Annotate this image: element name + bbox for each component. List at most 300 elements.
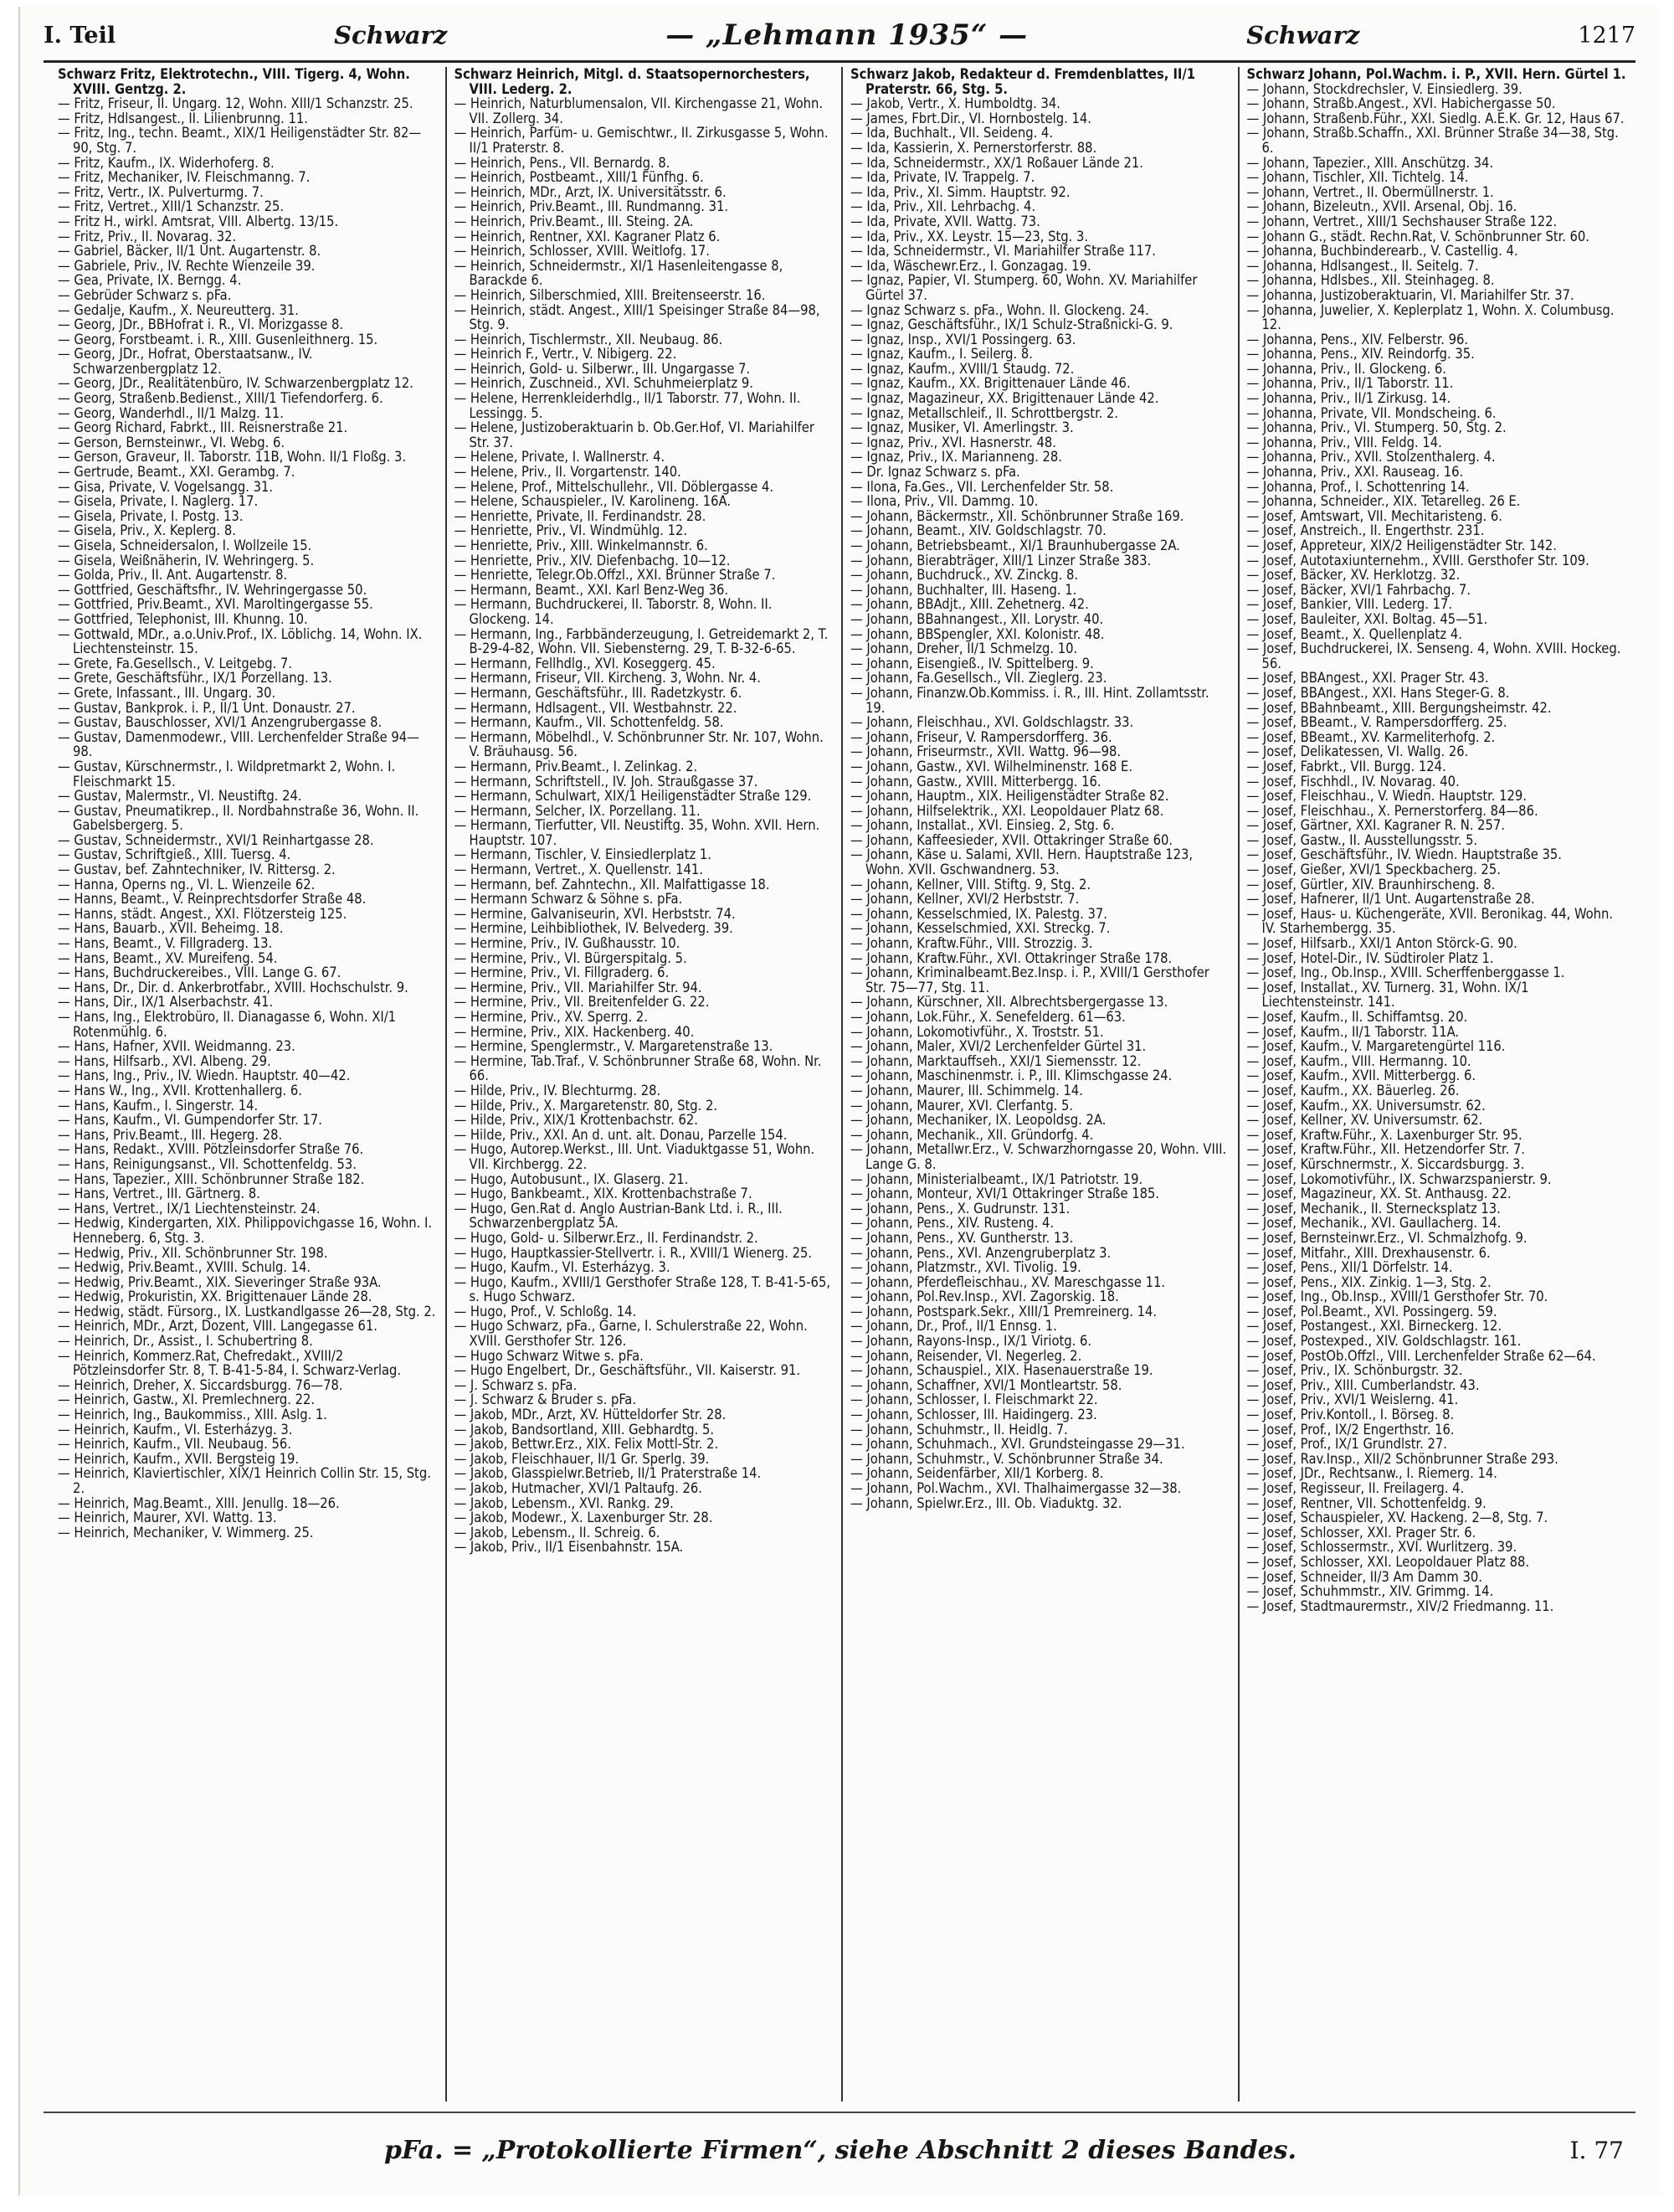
directory-entry: — Josef, Priv.Kontoll., I. Börseg. 8.: [1246, 1407, 1455, 1423]
directory-entry: — Johann, Gastw., XVIII. Mitterbergg. 16.: [850, 773, 1101, 790]
directory-entry: — Hermine, Tab.Traf., V. Schönbrunner Straße 68, Wohn. Nr. 66.: [454, 1052, 822, 1084]
directory-entry: — Josef, BBAngest., XXI. Hans Steger-G. 8.: [1246, 684, 1510, 701]
directory-entry: — Hugo, Hauptkassier-Stellvertr. i. R., XVIII/1 Wienerg. 25.: [454, 1244, 813, 1261]
directory-entry: — Josef, Mechanik., II. Sternecksplatz 13.: [1246, 1200, 1501, 1217]
directory-entry: — Josef, Postexped., XIV. Goldschlagstr. 161.: [1246, 1333, 1522, 1350]
directory-entry: — Johann, Käse u. Salami, XVII. Hern. Hauptstraße 123, Wohn. XVII. Gschwandnerg. 53.: [850, 846, 1194, 878]
directory-entry: — Josef, Kürschnermstr., X. Siccardsburgg. 3.: [1246, 1155, 1525, 1172]
directory-entry: — Hans, Vertret., IX/1 Liechtensteinstr. 24.: [58, 1200, 321, 1217]
directory-entry: — Josef, Rentner, VII. Schottenfeldg. 9.: [1246, 1494, 1487, 1511]
directory-entry: — Hermine, Priv., XIX. Hackenberg. 40.: [454, 1023, 695, 1040]
directory-entry: — Josef, Schlosser, XXI. Leopoldauer Platz 88.: [1246, 1553, 1530, 1570]
directory-entry: — Georg, JDr., Realitätenbüro, IV. Schwarzenbergplatz 12.: [58, 375, 413, 392]
directory-entry: — Josef, Pens., XII/1 Dörfelstr. 14.: [1246, 1259, 1453, 1276]
directory-entry: — Johann, Eisengieß., IV. Spittelberg. 9.: [850, 655, 1094, 671]
directory-entry: — Hermine, Spenglermstr., V. Margaretenstraße 13.: [454, 1038, 773, 1055]
directory-entry: — Jakob, Priv., II/1 Eisenbahnstr. 15A.: [454, 1539, 684, 1556]
directory-entry: — Johann, Schlosser, III. Haidingerg. 23.: [850, 1407, 1097, 1423]
directory-entry: — Hans, Bauarb., XVII. Beheimg. 18.: [58, 920, 284, 937]
directory-entry: — Heinrich, Schneidermstr., XI/1 Hasenleitengasse 8, Barackde 6.: [454, 257, 783, 289]
directory-entry: — Johann, Monteur, XVI/1 Ottakringer Straße 185.: [850, 1186, 1160, 1202]
directory-entry: — Josef, Bäcker, XV. Herklotzg. 32.: [1246, 567, 1461, 584]
directory-entry: — Johann, Metallwr.Erz., V. Schwarzhorngasse 20, Wohn. VIII. Lange G. 8.: [850, 1141, 1227, 1172]
directory-entry: — Hugo, Autorep.Werkst., III. Unt. Viaduktgasse 51, Wohn. VII. Kirchbergg. 22.: [454, 1141, 815, 1172]
directory-entry: — Heinrich, städt. Angest., XIII/1 Speisinger Straße 84—98, Stg. 9.: [454, 301, 820, 333]
directory-entry: — Hedwig, Priv.Beamt., XVIII. Schulg. 14.: [58, 1259, 311, 1276]
directory-page: [18, 7, 1661, 2195]
directory-entry: — James, Fbrt.Dir., VI. Hornbostelg. 14.: [850, 110, 1091, 126]
directory-entry: — Gisela, Private, I. Postg. 13.: [58, 507, 244, 524]
directory-entry: — Johann, Straßb.Angest., XVI. Habichergasse 50.: [1246, 95, 1556, 112]
directory-entry: — Gerson, Bernsteinwr., VI. Webg. 6.: [58, 434, 285, 450]
directory-entry: — Josef, Gießer, XVI/1 Speckbacherg. 25.: [1246, 862, 1501, 878]
directory-entry: — Johanna, Priv., II. Glockeng. 6.: [1246, 360, 1446, 377]
directory-entry: — Johann, Postspark.Sekr., XIII/1 Premreinerg. 14.: [850, 1303, 1158, 1319]
directory-entry: — Hermine, Priv., XV. Sperrg. 2.: [454, 1009, 648, 1025]
directory-entry: — Josef, Fischhdl., IV. Novarag. 40.: [1246, 773, 1460, 790]
directory-entry: — Hermann, Schulwart, XIX/1 Heiligenstädter Straße 129.: [454, 788, 812, 805]
directory-entry: — Jakob, Modewr., X. Laxenburger Str. 28.: [454, 1510, 713, 1526]
directory-entry: — Gottfried, Telephonist, III. Khunng. 10.: [58, 610, 308, 627]
directory-entry: — Hans, Redakt., XVIII. Pötzleinsdorfer Straße 76.: [58, 1141, 364, 1158]
directory-entry: — Josef, Appreteur, XIX/2 Heiligenstädter Str. 142.: [1246, 538, 1557, 553]
directory-entry: Schwarz Jakob, Redakteur d. Fremdenblattes, II/1 Praterstr. 66, Stg. 5.: [850, 67, 1196, 97]
directory-entry: — Johanna, Hdlsangest., II. Seitelg. 7.: [1246, 257, 1479, 274]
directory-entry: — Georg, Forstbeamt. i. R., XIII. Gusenleithnerg. 15.: [58, 331, 378, 347]
directory-entry: — Johann, Kaffeesieder, XVII. Ottakringer Straße 60.: [850, 831, 1173, 848]
directory-entry: — Ignaz, Metallschleif., II. Schrottbergstr. 2.: [850, 404, 1119, 421]
directory-entry: — Johanna, Schneider., XIX. Tetarelleg. 26 E.: [1246, 493, 1521, 510]
directory-entry: — Heinrich, Kaufm., VI. Esterházyg. 3.: [58, 1421, 293, 1438]
directory-entry: — Johann, Seidenfärber, XII/1 Korberg. 8.: [850, 1465, 1104, 1482]
directory-entry: — Hans, Hafner, XVII. Weidmanng. 23.: [58, 1038, 295, 1055]
directory-entry: — Grete, Geschäftsführ., IX/1 Porzellang. 13.: [58, 670, 332, 687]
directory-entry: — Gisa, Private, V. Vogelsangg. 31.: [58, 478, 274, 495]
directory-entry: — Gisela, Weißnäherin, IV. Wehringerg. 5.: [58, 552, 315, 568]
directory-entry: — Johann, Rayons-Insp., IX/1 Viriotg. 6.: [850, 1333, 1092, 1350]
directory-entry: — Hedwig, Priv., XII. Schönbrunner Str. 198.: [58, 1244, 328, 1261]
directory-entry: — Johann, Friseurmstr., XVII. Wattg. 96—98.: [850, 743, 1122, 760]
directory-entry: — Hermann, Fellhdlg., XVI. Koseggerg. 45.: [454, 655, 716, 671]
directory-entry: — Johanna, Pens., XIV. Felberstr. 96.: [1246, 331, 1469, 347]
directory-entry: — Ignaz, Magazineur, XX. Brigittenauer Lände 42.: [850, 390, 1159, 407]
directory-entry: — Josef, Kaufm., XX. Universumstr. 62.: [1246, 1097, 1486, 1114]
directory-entry: — Josef, Priv., IX. Schönburgstr. 32.: [1246, 1362, 1463, 1379]
directory-entry: — Hermine, Priv., VII. Breitenfelder G. 22.: [454, 994, 710, 1011]
directory-entry: — Johann, Pens., XV. Guntherstr. 13.: [850, 1229, 1074, 1246]
directory-entry: — Heinrich, Mechaniker, V. Wimmerg. 25.: [58, 1524, 314, 1541]
directory-entry: — Gustav, bef. Zahntechniker, IV. Rittersg. 2.: [58, 862, 336, 878]
directory-entry: — Hans W., Ing., XVII. Krottenhallerg. 6.: [58, 1082, 302, 1098]
directory-entry: — Gedalje, Kaufm., X. Neureutterg. 31.: [58, 301, 299, 318]
directory-entry: — Heinrich, Gastw., XI. Premlechnerg. 22.: [58, 1392, 316, 1408]
directory-entry: — Ida, Schneidermstr., XX/1 Roßauer Lände 21.: [850, 154, 1143, 171]
directory-entry: — Ignaz, Musiker, VI. Amerlingstr. 3.: [850, 419, 1074, 436]
directory-entry: — Josef, Kaufm., XVII. Mitterbergg. 6.: [1246, 1067, 1476, 1084]
directory-entry: — Hermine, Priv., VII. Mariahilfer Str. 94.: [454, 979, 702, 995]
directory-entry: — Jakob, Lebensm., XVI. Rankg. 29.: [454, 1494, 674, 1511]
directory-entry: — Hugo, Autobusunt., IX. Glaserg. 21.: [454, 1170, 689, 1187]
part-label: I. Teil: [44, 22, 116, 49]
directory-entry: — Fritz H., wirkl. Amtsrat, VIII. Albertg. 13/15.: [58, 213, 339, 229]
directory-entry: — Hermann, Buchdruckerei, II. Taborstr. 8, Wohn. II. Glockeng. 14.: [454, 596, 773, 627]
directory-entry: — Ida, Wäschewr.Erz., I. Gonzagag. 19.: [850, 257, 1091, 274]
directory-entry: — Heinrich, Zuschneid., XVI. Schuhmeierplatz 9.: [454, 375, 753, 392]
directory-entry: — Johann, Kesselschmied, IX. Palestg. 37.: [850, 905, 1107, 922]
directory-entry: — Johanna, Pens., XIV. Reindorfg. 35.: [1246, 346, 1475, 363]
directory-entry: — Georg, Wanderhdl., II/1 Malzg. 11.: [58, 404, 284, 421]
directory-entry: — Josef, Gärtner, XXI. Kagraner R. N. 257.: [1246, 817, 1505, 834]
directory-entry: — Johann, Schaffner, XVI/1 Montleartstr. 58.: [850, 1376, 1122, 1393]
directory-entry: — Johann, Lokomotivführ., X. Troststr. 51.: [850, 1023, 1104, 1040]
directory-entry: — Hermann Schwarz & Söhne s. pFa.: [454, 891, 683, 908]
directory-entry: — Fritz, Friseur, II. Ungarg. 12, Wohn. XIII/1 Schanzstr. 25.: [58, 95, 413, 112]
directory-entry: — Helene, Schauspieler., IV. Karolineng. 16A.: [454, 493, 731, 510]
directory-entry: — Johanna, Priv., XVII. Stolzenthalerg. 4.: [1246, 449, 1496, 466]
directory-entry: — Josef, Gastw., II. Ausstellungsstr. 5.: [1246, 831, 1478, 848]
directory-entry: — Josef, Anstreich., II. Engerthstr. 231.: [1246, 522, 1485, 539]
directory-entry: — Johanna, Justizoberaktuarin, VI. Mariahilfer Str. 37.: [1246, 286, 1574, 303]
directory-entry: — Josef, Magazineur, XX. St. Anthausg. 22.: [1246, 1186, 1512, 1202]
directory-entry: — Johann, Ministerialbeamt., IX/1 Patriotstr. 19.: [850, 1170, 1143, 1187]
directory-entry: — J. Schwarz s. pFa.: [454, 1376, 578, 1393]
directory-entry: — Josef, Installat., XV. Turnerg. 31, Wohn. IX/1 Liechtensteinstr. 141.: [1246, 979, 1529, 1011]
directory-entry: — Grete, Infassant., III. Ungarg. 30.: [58, 684, 276, 701]
directory-entry: — Hans, Dir., IX/1 Alserbachstr. 41.: [58, 994, 274, 1011]
directory-entry: — Gertrude, Beamt., XXI. Gerambg. 7.: [58, 464, 295, 481]
directory-entry: — Hans, Priv.Beamt., III. Hegerg. 28.: [58, 1126, 283, 1143]
directory-entry: — Josef, Schlosser, XXI. Prager Str. 6.: [1246, 1524, 1476, 1541]
directory-entry: — Josef, Pol.Beamt., XVI. Possingerg. 59.: [1246, 1303, 1497, 1319]
directory-entry: — Henriette, Private, II. Ferdinandstr. 28.: [454, 507, 706, 524]
directory-entry: — Hans, Dr., Dir. d. Ankerbrotfabr., XVIII. Hochschulstr. 9.: [58, 979, 408, 995]
directory-entry: — Josef, Schlossermstr., XVI. Wurlitzerg. 39.: [1246, 1539, 1517, 1556]
directory-entry: — Hugo, Kaufm., VI. Esterházyg. 3.: [454, 1259, 670, 1276]
directory-entry: — Hilde, Priv., X. Margaretenstr. 80, Stg. 2.: [454, 1097, 718, 1114]
directory-entry: — Hermann, Möbelhdl., V. Schönbrunner Str. Nr. 107, Wohn. V. Bräuhausg. 56.: [454, 728, 824, 760]
directory-entry: — Josef, Kraftw.Führ., XII. Hetzendorfer Str. 7.: [1246, 1141, 1525, 1158]
directory-entry: — Fritz, Hdlsangest., II. Lilienbrunng. 11.: [58, 110, 308, 126]
directory-entry: — Ignaz, Kaufm., I. Seilerg. 8.: [850, 346, 1033, 363]
directory-entry: — Gerson, Graveur, II. Taborstr. 11B, Wohn. II/1 Floßg. 3.: [58, 449, 407, 466]
directory-entry: — Heinrich, Tischlermstr., XII. Neubaug. 86.: [454, 331, 723, 347]
directory-entry: — Gustav, Schneidermstr., XVI/1 Reinhartgasse 28.: [58, 831, 374, 848]
directory-entry: — Johann, Bizeleutn., XVII. Arsenal, Obj. 16.: [1246, 198, 1517, 215]
directory-entry: — Hermann, Beamt., XXI. Karl Benz-Weg 36.: [454, 581, 729, 598]
directory-entry: — Ida, Schneidermstr., VI. Mariahilfer Straße 117.: [850, 243, 1156, 260]
directory-entry: — Hans, Beamt., XV. Mureifeng. 54.: [58, 949, 278, 966]
column-4: [1240, 67, 1636, 2101]
directory-entry: — Jakob, Hutmacher, XVI/1 Paltaufg. 26.: [454, 1480, 702, 1496]
directory-entry: — Heinrich, Pens., VII. Bernardg. 8.: [454, 154, 670, 171]
directory-entry: — Josef, Hilfsarb., XXI/1 Anton Störck-G. 90.: [1246, 935, 1517, 952]
directory-entry: Schwarz Fritz, Elektrotechn., VIII. Tigerg. 4, Wohn. XVIII. Gentzg. 2.: [58, 67, 410, 97]
directory-entry: — Johann, Platzmstr., XVI. Tivolig. 19.: [850, 1259, 1081, 1276]
directory-entry: — Heinrich, Dr., Assist., I. Schubertring 8.: [58, 1333, 313, 1350]
directory-entry: — Johann, Marktauffseh., XXI/1 Siemensstr. 12.: [850, 1052, 1142, 1069]
directory-entry: — Hugo Schwarz, pFa., Garne, I. Schulerstraße 22, Wohn. XVIII. Gersthofer Str. 126.: [454, 1318, 808, 1350]
footer-reference: I. 77: [1569, 2136, 1624, 2164]
directory-entry: — Hermann, Schriftstell., IV. Joh. Straußgasse 37.: [454, 773, 758, 790]
directory-entry: — Johann, Vertret., XIII/1 Sechshauser Straße 122.: [1246, 213, 1558, 229]
directory-entry: — Helene, Herrenkleiderhdlg., II/1 Taborstr. 77, Wohn. II. Lessingg. 5.: [454, 390, 801, 421]
directory-entry: — Josef, Fabrkt., VII. Burgg. 124.: [1246, 758, 1446, 774]
directory-entry: — Heinrich, Ing., Baukommiss., XIII. Aslg. 1.: [58, 1407, 327, 1423]
directory-entry: Schwarz Heinrich, Mitgl. d. Staatsopernorchesters, VIII. Lederg. 2.: [454, 67, 810, 97]
directory-entry: — Fritz, Priv., II. Novarag. 32.: [58, 228, 237, 244]
directory-entry: — Gabriel, Bäcker, II/1 Unt. Augartenstr. 8.: [58, 243, 321, 260]
directory-entry: — Johann, Fa.Gesellsch., VII. Zieglerg. 23.: [850, 670, 1107, 687]
directory-entry: — Ida, Private, IV. Trappelg. 7.: [850, 169, 1035, 186]
directory-entry: — Johanna, Priv., VI. Stumperg. 50, Stg. 2.: [1246, 419, 1507, 436]
directory-entry: — Johann, Pens., XVI. Anzengruberplatz 3.: [850, 1244, 1112, 1261]
directory-entry: — Johann, Dreher, II/1 Schmelzg. 10.: [850, 640, 1078, 657]
directory-entry: — Georg, JDr., BBHofrat i. R., VI. Morizgasse 8.: [58, 316, 344, 333]
directory-entry: — Josef, Kraftw.Führ., X. Laxenburger Str. 95.: [1246, 1126, 1523, 1143]
directory-entry: — Gustav, Malermstr., VI. Neustiftg. 24.: [58, 788, 302, 805]
directory-entry: — Josef, Kaufm., VIII. Hermanng. 10.: [1246, 1052, 1471, 1069]
directory-entry: — Josef, Ing., Ob.Insp., XVIII/1 Gersthofer Str. 70.: [1246, 1289, 1548, 1305]
directory-entry: — Heinrich, Naturblumensalon, VII. Kirchengasse 21, Wohn. VII. Zollerg. 34.: [454, 95, 824, 126]
directory-entry: — Heinrich, Kommerz.Rat, Chefredakt., XVIII/2 Pötzleinsdorfer Str. 8, T. B-41-5-84, I. Schwarz-Verlag.: [58, 1347, 402, 1379]
directory-entry: — Josef, Rav.Insp., XII/2 Schönbrunner Straße 293.: [1246, 1450, 1558, 1467]
directory-entry: — Johann, Kraftw.Führ., VIII. Strozzig. 3.: [850, 935, 1093, 952]
directory-entry: — Johann, Gastw., XVI. Wilhelminenstr. 168 E.: [850, 758, 1133, 774]
directory-entry: — Hanns, Beamt., V. Reinprechtsdorfer Straße 48.: [58, 891, 367, 908]
directory-entry: — Johann, Maurer, III. Schimmelg. 14.: [850, 1082, 1083, 1098]
directory-entry: — Johann, Beamt., XIV. Goldschlagstr. 70.: [850, 522, 1107, 539]
directory-entry: — Gisela, Private, I. Naglerg. 17.: [58, 493, 259, 510]
directory-entry: — Gebrüder Schwarz s. pFa.: [58, 286, 232, 303]
directory-entry: — Johann, Vertret., II. Obermüllnerstr. 1.: [1246, 183, 1494, 200]
directory-entry: — Josef, Stadtmaurermstr., XIV/2 Friedmanng. 11.: [1246, 1597, 1554, 1614]
directory-entry: — Hermann, Tischler, V. Einsiedlerplatz 1.: [454, 846, 711, 863]
directory-entry: — Johann, BBahnangest., XII. Lorystr. 40.: [850, 610, 1104, 627]
directory-entry: — Gottwald, MDr., a.o.Univ.Prof., IX. Löblichg. 14, Wohn. IX. Liechtensteinstr. 15.: [58, 625, 423, 657]
directory-entry: — Hedwig, Prokuristin, XX. Brigittenauer Lände 28.: [58, 1289, 372, 1305]
directory-entry: — Johann, Lok.Führ., X. Senefelderg. 61—63.: [850, 1009, 1126, 1025]
directory-entry: — Ilona, Fa.Ges., VII. Lerchenfelder Str. 58.: [850, 478, 1114, 495]
directory-entry: — Hermann, Friseur, VII. Kircheng. 3, Wohn. Nr. 4.: [454, 670, 761, 687]
directory-entry: — Hilde, Priv., IV. Blechturmg. 28.: [454, 1082, 661, 1098]
directory-entry: — Josef, Beamt., X. Quellenplatz 4.: [1246, 625, 1462, 642]
footer-rule: [44, 2112, 1635, 2113]
directory-entry: — Josef, PostOb.Offzl., VIII. Lerchenfelder Straße 62—64.: [1246, 1347, 1596, 1364]
directory-entry: — Gottfried, Geschäftsfhr., IV. Wehringergasse 50.: [58, 581, 367, 598]
directory-entry: — Gustav, Bankprok. i. P., II/1 Unt. Donaustr. 27.: [58, 699, 356, 716]
directory-entry: — Henriette, Priv., XIV. Diefenbachg. 10—12.: [454, 552, 731, 568]
directory-entry: — Hans, Tapezier., XIII. Schönbrunner Straße 182.: [58, 1170, 365, 1187]
directory-entry: — Josef, Ing., Ob.Insp., XVIII. Scherffenberggasse 1.: [1246, 965, 1565, 981]
directory-entry: — Gustav, Pneumatikrep., II. Nordbahnstraße 36, Wohn. II. Gabelsbergerg. 5.: [58, 802, 419, 834]
directory-entry: — Johann, BBAdjt., XIII. Zehetnerg. 42.: [850, 596, 1089, 613]
directory-entry: — Johann, Hilfselektrik., XXI. Leopoldauer Platz 68.: [850, 802, 1164, 819]
column-3: [843, 67, 1240, 2101]
directory-entry: — Henriette, Priv., XIII. Winkelmannstr. 6.: [454, 538, 708, 553]
directory-entry: — Ignaz, Geschäftsführ., IX/1 Schulz-Straßnicki-G. 9.: [850, 316, 1173, 333]
directory-entry: — Fritz, Ing., techn. Beamt., XIX/1 Heiligenstädter Str. 82—90, Stg. 7.: [58, 125, 422, 156]
directory-entry: — Johann, Kellner, XVI/2 Herbststr. 7.: [850, 891, 1080, 908]
directory-entry: — Josef, Hafnerer, II/1 Unt. Augartenstraße 28.: [1246, 891, 1535, 908]
directory-entry: — Josef, Mitfahr., XIII. Drexhausenstr. 6.: [1246, 1244, 1491, 1261]
directory-entry: — Hans, Kaufm., VI. Gumpendorfer Str. 17.: [58, 1112, 322, 1129]
directory-entry: — Johann, Maler, XVI/2 Lerchenfelder Gürtel 31.: [850, 1038, 1147, 1055]
directory-entry: — Ignaz, Kaufm., XVIII/1 Staudg. 72.: [850, 360, 1075, 377]
directory-entry: — Hermine, Priv., VI. Bürgerspitalg. 5.: [454, 949, 687, 966]
directory-entry: — Johann, Dr., Prof., II/1 Ennsg. 1.: [850, 1318, 1057, 1335]
directory-entry: — Hugo, Gen.Rat d. Anglo Austrian-Bank Ltd. i. R., III. Schwarzenbergplatz 5A.: [454, 1200, 783, 1232]
directory-entry: — Heinrich, Rentner, XXI. Kagraner Platz 6.: [454, 228, 721, 244]
directory-entry: — Gustav, Kürschnermstr., I. Wildpretmarkt 2, Wohn. I. Fleischmarkt 15.: [58, 758, 396, 790]
directory-entry: — Ignaz, Insp., XVI/1 Possingerg. 63.: [850, 331, 1076, 347]
directory-entry: — Heinrich, Kaufm., XVII. Bergsteig 19.: [58, 1450, 300, 1467]
directory-entry: — Josef, Lokomotivführ., IX. Schwarzspanierstr. 9.: [1246, 1170, 1552, 1187]
directory-entry: — Johanna, Buchbinderearb., V. Castellig. 4.: [1246, 243, 1518, 260]
directory-entry: — Gabriele, Priv., IV. Rechte Wienzeile 39.: [58, 257, 316, 274]
directory-entry: — Josef, Postangest., XXI. Birneckerg. 12.: [1246, 1318, 1502, 1335]
directory-entry: — Josef, Fleischhau., V. Wiedn. Hauptstr. 129.: [1246, 788, 1527, 805]
directory-entry: Schwarz Johann, Pol.Wachm. i. P., XVII. Hern. Gürtel 1.: [1246, 67, 1626, 82]
directory-entry: — Josef, Schuhmmstr., XIV. Grimmg. 14.: [1246, 1583, 1494, 1600]
directory-entry: — Josef, Kaufm., II. Schiffamtsg. 20.: [1246, 1009, 1468, 1025]
page-footer: [20, 2125, 1661, 2175]
column-2: [447, 67, 844, 2101]
directory-entry: — Ida, Priv., XII. Lehrbachg. 4.: [850, 198, 1036, 215]
directory-entry: — Johanna, Hdlsbes., XII. Steinhageg. 8.: [1246, 272, 1495, 289]
directory-entry: — Ignaz, Priv., XVI. Hasnerstr. 48.: [850, 434, 1056, 450]
directory-entry: — Helene, Justizoberaktuarin b. Ob.Ger.Hof, VI. Mariahilfer Str. 37.: [454, 419, 814, 450]
directory-entry: — Johann, Pferdefleischhau., XV. Mareschgasse 11.: [850, 1273, 1166, 1290]
directory-entry: — Johann, Spielwr.Erz., III. Ob. Viaduktg. 32.: [850, 1494, 1122, 1511]
directory-entry: — Hermann, Ing., Farbbänderzeugung, I. Getreidemarkt 2, T. B-29-4-82, Wohn. VII. Siebensterng. 29, T. B-32-6-65.: [454, 625, 829, 657]
book-title: — „Lehmann 1935“ —: [665, 18, 1029, 52]
directory-entry: — Johann, Reisender, VI. Negerleg. 2.: [850, 1347, 1082, 1364]
directory-entry: — Hanns, städt. Angest., XXI. Flötzersteig 125.: [58, 905, 347, 922]
header-rule: [44, 60, 1635, 63]
directory-entry: — Johann, Betriebsbeamt., XI/1 Braunhubergasse 2A.: [850, 538, 1180, 553]
directory-entry: — Hans, Beamt., V. Fillgraderg. 13.: [58, 935, 273, 952]
directory-entry: — Ida, Priv., XI. Simm. Hauptstr. 92.: [850, 183, 1071, 200]
directory-entry: — Hedwig, Kindergarten, XIX. Philippovichgasse 16, Wohn. I. Henneberg. 6, Stg. 3.: [58, 1215, 433, 1246]
directory-entry: — Gea, Private, IX. Berngg. 4.: [58, 272, 242, 289]
directory-entry: — Jakob, Vertr., X. Humboldtg. 34.: [850, 95, 1060, 112]
directory-entry: — Jakob, Glasspielwr.Betrieb, II/1 Praterstraße 14.: [454, 1465, 762, 1482]
directory-entry: — Fritz, Mechaniker, IV. Fleischmanng. 7.: [58, 169, 311, 186]
directory-entry: — Jakob, MDr., Arzt, XV. Hütteldorfer Str. 28.: [454, 1407, 727, 1423]
directory-entry: — Jakob, Fleischhauer, II/1 Gr. Sperlg. 39.: [454, 1450, 710, 1467]
directory-entry: — Helene, Private, I. Wallnerstr. 4.: [454, 449, 665, 466]
directory-entry: — Gisela, Schneidersalon, I. Wollzeile 15.: [58, 538, 312, 553]
directory-entry: — Johann, Pol.Wachm., XVI. Thalhaimergasse 32—38.: [850, 1480, 1182, 1496]
directory-entry: — Josef, Priv., XVI/1 Weislerng. 41.: [1246, 1392, 1459, 1408]
directory-entry: — Hans, Ing., Elektrobüro, II. Dianagasse 6, Wohn. XI/1 Rotenmühlg. 6.: [58, 1009, 397, 1040]
directory-entry: — Johann, Buchhalter, III. Haseng. 1.: [850, 581, 1077, 598]
directory-entry: — Hermann, Selcher, IX. Porzellang. 11.: [454, 802, 701, 819]
directory-entry: — Johann, Maschinenmstr. i. P., III. Klimschgasse 24.: [850, 1067, 1173, 1084]
directory-entry: — Johann, Bäckermstr., XII. Schönbrunner Straße 169.: [850, 507, 1184, 524]
directory-entry: — Gustav, Schriftgieß., XIII. Tuersg. 4.: [58, 846, 291, 863]
left-surname: Schwarz: [334, 21, 448, 49]
directory-entry: — Johann, Schauspiel., XIX. Hasenauerstraße 19.: [850, 1362, 1153, 1379]
directory-entry: — Josef, Geschäftsführ., IV. Wiedn. Hauptstraße 35.: [1246, 846, 1562, 863]
directory-entry: — Fritz, Vertret., XIII/1 Schanzstr. 25.: [58, 198, 285, 215]
directory-entry: — Josef, BBAngest., XXI. Prager Str. 43.: [1246, 670, 1489, 687]
directory-entry: — Johann, Kraftw.Führ., XVI. Ottakringer Straße 178.: [850, 949, 1173, 966]
directory-entry: — Hans, Vertret., III. Gärtnerg. 8.: [58, 1186, 260, 1202]
directory-entry: — Josef, JDr., Rechtsanw., I. Riemerg. 14.: [1246, 1465, 1497, 1482]
directory-entry: — Josef, Gürtler, XIV. Braunhirscheng. 8.: [1246, 876, 1496, 893]
directory-entry: — Hugo Engelbert, Dr., Geschäftsführ., VII. Kaiserstr. 91.: [454, 1362, 801, 1379]
directory-entry: — Heinrich, Priv.Beamt., III. Rundmanng. 31.: [454, 198, 729, 215]
directory-entry: — Hans, Buchdruckereibes., VIII. Lange G. 67.: [58, 965, 341, 981]
directory-entry: — Georg, JDr., Hofrat, Oberstaatsanw., IV. Schwarzenbergplatz 12.: [58, 346, 313, 377]
directory-entry: — Heinrich, Kaufm., VII. Neubaug. 56.: [58, 1436, 291, 1453]
directory-entry: — Josef, Delikatessen, VI. Wallg. 26.: [1246, 743, 1469, 760]
page-number: 1217: [1578, 22, 1635, 49]
directory-entry: — Hedwig, Priv.Beamt., XIX. Sieveringer Straße 93A.: [58, 1273, 382, 1290]
directory-entry: — Josef, Amtswart, VII. Mechitaristeng. 6.: [1246, 507, 1502, 524]
directory-entry: — Fritz, Kaufm., IX. Widerhoferg. 8.: [58, 154, 275, 171]
directory-entry: — Jakob, Lebensm., II. Schreig. 6.: [454, 1524, 660, 1541]
directory-entry: — Gustav, Damenmodewr., VIII. Lerchenfelder Straße 94—98.: [58, 728, 419, 760]
directory-entry: — Josef, Bankier, VIII. Lederg. 17.: [1246, 596, 1453, 613]
directory-entry: — Josef, Regisseur, II. Freilagerg. 4.: [1246, 1480, 1465, 1496]
directory-entry: — Johann, Mechaniker, IX. Leopoldsg. 2A.: [850, 1112, 1107, 1129]
directory-entry: — Heinrich, Schlosser, XVIII. Weitlofg. 17.: [454, 243, 710, 260]
directory-entry: — Hermine, Priv., IV. Gußhausstr. 10.: [454, 935, 680, 952]
directory-entry: — Helene, Priv., II. Vorgartenstr. 140.: [454, 464, 681, 481]
directory-entry: — Georg Richard, Fabrkt., III. Reisnerstraße 21.: [58, 419, 348, 436]
directory-entry: — Ida, Private, XVII. Wattg. 73.: [850, 213, 1040, 229]
directory-entry: — Johanna, Priv., II/1 Taborstr. 11.: [1246, 375, 1454, 392]
directory-entry: — Hedwig, städt. Fürsorg., IX. Lustkandlgasse 26—28, Stg. 2.: [58, 1303, 436, 1319]
directory-entry: — Ignaz, Kaufm., XX. Brigittenauer Lände 46.: [850, 375, 1131, 392]
directory-entry: — Johann, Straßb.Schaffn., XXI. Brünner Straße 34—38, Stg. 6.: [1246, 125, 1619, 156]
directory-entry: — Johann, Pens., X. Gudrunstr. 131.: [850, 1200, 1071, 1217]
directory-entry: — Hilde, Priv., XXI. An d. unt. alt. Donau, Parzelle 154.: [454, 1126, 788, 1143]
directory-entry: — Helene, Prof., Mittelschullehr., VII. Döblergasse 4.: [454, 478, 774, 495]
directory-entry: — Gisela, Priv., X. Keplerg. 8.: [58, 522, 236, 539]
directory-entry: — Johann, BBSpengler, XXI. Kolonistr. 48.: [850, 625, 1105, 642]
directory-entry: — Hans, Hilfsarb., XVI. Albeng. 29.: [58, 1052, 271, 1069]
directory-entry: — Heinrich, Dreher, X. Siccardsburgg. 76—78.: [58, 1376, 343, 1393]
directory-entry: — Josef, Pens., XIX. Zinkig. 1—3, Stg. 2.: [1246, 1273, 1492, 1290]
directory-entry: — Josef, Kaufm., II/1 Taborstr. 11A.: [1246, 1023, 1460, 1040]
directory-entry: — Josef, Hotel-Dir., IV. Südtiroler Platz 1.: [1246, 949, 1494, 966]
page-header: [44, 12, 1635, 59]
directory-entry: — Hermann, Hdlsagent., VII. Westbahnstr. 22.: [454, 699, 737, 716]
directory-entry: — Josef, BBeamt., V. Rampersdorfferg. 25.: [1246, 714, 1507, 731]
directory-entry: — Johanna, Priv., XXI. Rauseag. 16.: [1246, 464, 1464, 481]
directory-entry: — Jakob, Bandsortland, XIII. Gebhardtg. 5.: [454, 1421, 715, 1438]
directory-entry: — Henriette, Priv., VI. Windmühlg. 12.: [454, 522, 688, 539]
directory-entry: — Hugo, Kaufm., XVIII/1 Gersthofer Straße 128, T. B-41-5-65, s. Hugo Schwarz.: [454, 1273, 831, 1305]
directory-entry: — Heinrich, Silberschmied, XIII. Breitenseerstr. 16.: [454, 286, 766, 303]
directory-entry: — Johann, Friseur, V. Rampersdorfferg. 36.: [850, 728, 1112, 745]
directory-entry: — Hilde, Priv., XIX/1 Krottenbachstr. 62.: [454, 1112, 698, 1129]
directory-entry: — Josef, Bernsteinwr.Erz., VI. Schmalzhofg. 9.: [1246, 1229, 1528, 1246]
directory-entry: — Ida, Buchhalt., VII. Seideng. 4.: [850, 125, 1054, 141]
directory-entry: — Johann, Bierabträger, XIII/1 Linzer Straße 383.: [850, 552, 1152, 568]
right-surname: Schwarz: [1246, 21, 1360, 49]
directory-entry: — Hermine, Leihbibliothek, IV. Belvederg. 39.: [454, 920, 733, 937]
directory-entry: — Josef, Bauleiter, XXI. Boltag. 45—51.: [1246, 610, 1488, 627]
directory-entry: — Heinrich, Klaviertischler, XIX/1 Heinrich Collin Str. 15, Stg. 2.: [58, 1465, 431, 1496]
directory-entry: — Hermann, Vertret., X. Quellenstr. 141.: [454, 862, 703, 878]
directory-entry: — Josef, Schauspieler, XV. Hackeng. 2—8, Stg. 7.: [1246, 1510, 1548, 1526]
directory-entry: — Hermann, Kaufm., VII. Schottenfeldg. 58.: [454, 714, 724, 731]
directory-entry: — Hanna, Operns ng., VI. L. Wienzeile 62.: [58, 876, 316, 893]
